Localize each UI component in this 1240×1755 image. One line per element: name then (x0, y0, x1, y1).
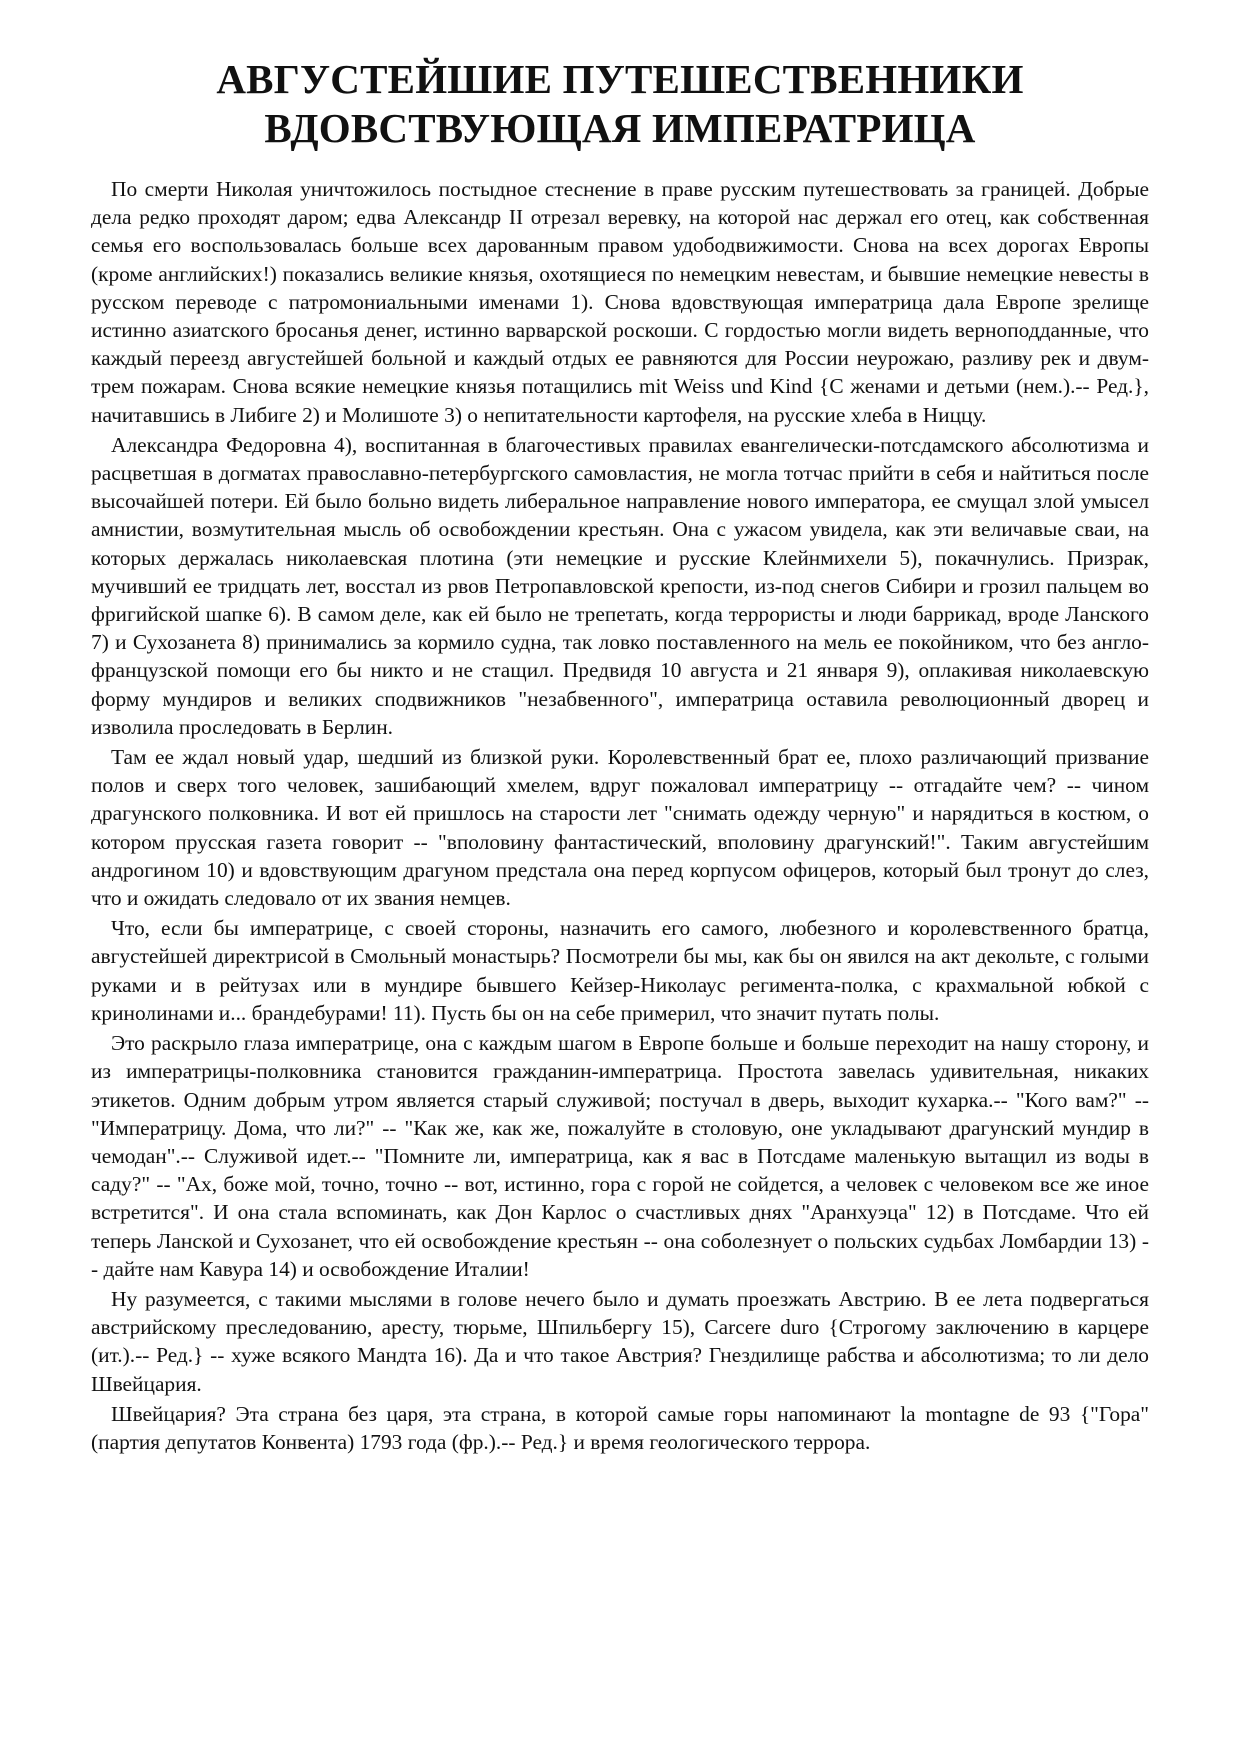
document-body (91, 175, 1149, 1456)
paragraph: По смерти Николая уничтожилось постыдное стеснение в праве русским путешествовать за границей. Добрые дела редко проходят даром; едва Александр II отрезал веревку, на которой нас держал его отец, как собственная семья его воспользовалась больше всех дарованным правом удободвижимости. Снова на всех дорогах Европы (кроме английских!) показались великие князья, охотящиеся по немецким невестам, и бывшие немецкие невесты в русском переводе с патромониальными именами 1). Снова вдовствующая императрица дала Европе зрелище истинно азиатского бросанья денег, истинно варварской роскоши. С гордостью могли видеть верноподданные, что каждый переезд августейшей больной и каждый отдых ее равняются для России неурожаю, разливу рек и двум-трем пожарам. Снова всякие немецкие князья потащились mit Weiss und Kind {С женами и детьми (нем.).-- Ред.}, начитавшись в Либиге 2) и Молишоте 3) о непитательности картофеля, на русские хлеба в Ниццу. (91, 177, 1149, 427)
paragraph: Александра Федоровна 4), воспитанная в благочестивых правилах евангелически-потсдамского абсолютизма и расцветшая в догматах православно-петербургского самовластия, не могла тотчас прийти в себя и найтиться после высочайшей потери. Ей было больно видеть либеральное направление нового императора, ее смущал злой умысел амнистии, возмутительная мысль об освобождении крестьян. Она с ужасом увидела, как эти величавые сваи, на которых держалась николаевская плотина (эти немецкие и русские Клейнмихели 5), покачнулись. Призрак, мучивший ее тридцать лет, восстал из рвов Петропавловской крепости, из-под снегов Сибири и грозил пальцем во фригийской шапке 6). В самом деле, как ей было не трепетать, когда террористы и люди баррикад, вроде Ланского 7) и Сухозанета 8) принимались за кормило судна, так ловко поставленного на мель ее покойником, что без англо-французской помощи его бы никто и не стащил. Предвидя 10 августа и 21 января 9), оплакивая николаевскую форму мундиров и великих сподвижников "незабвенного", императрица оставила революционный дворец и изволила проследовать в Берлин. (91, 432, 1149, 739)
document-title (91, 55, 1149, 153)
paragraph: Ну разумеется, с такими мыслями в голове нечего было и думать проезжать Австрию. В ее лета подвергаться австрийскому преследованию, аресту, тюрьме, Шпильбергу 15), Carcere duro {Строгому заключению в карцере (ит.).-- Ред.} -- хуже всякого Мандта 16). Да и что такое Австрия? Гнездилище рабства и абсолютизма; то ли дело Швейцария. (91, 1286, 1149, 1396)
title-line-1: АВГУСТЕЙШИЕ ПУТЕШЕСТВЕННИКИ (216, 56, 1024, 102)
paragraph: Там ее ждал новый удар, шедший из близкой руки. Королевственный брат ее, плохо различающий призвание полов и сверх того человек, зашибающий хмелем, вдруг пожаловал императрицу -- отгадайте чем? -- чином драгунского полковника. И вот ей пришлось на старости лет "снимать одежду черную" и нарядиться в костюм, о котором прусская газета говорит -- "вполовину фантастический, вполовину драгунский!". Таким августейшим андрогином 10) и вдовствующим драгуном предстала она перед корпусом офицеров, который был тронут до слез, что и ожидать следовало от их звания немцев. (91, 745, 1149, 911)
paragraph: Что, если бы императрице, с своей стороны, назначить его самого, любезного и королевственного братца, августейшей директрисой в Смольный монастырь? Посмотрели бы мы, как бы он явился на акт декольте, с голыми руками и в рейтузах или в мундире бывшего Кейзер-Николаус регимента-полка, с крахмальной юбкой с кринолинами и... брандебурами! 11). Пусть бы он на себе примерил, что значит путать полы. (91, 916, 1149, 1025)
title-line-2: ВДОВСТВУЮЩАЯ ИМПЕРАТРИЦА (264, 105, 976, 151)
paragraph: Это раскрыло глаза императрице, она с каждым шагом в Европе больше и больше переходит на нашу сторону, и из императрицы-полковника становится гражданин-императрица. Простота завелась удивительная, никаких этикетов. Одним добрым утром является старый служивой; постучал в дверь, выходит кухарка.-- "Кого вам?" -- "Императрицу. Дома, что ли?" -- "Как же, как же, пожалуйте в столовую, оне укладывают драгунский мундир в чемодан".-- Служивой идет.-- "Помните ли, императрица, как я вас в Потсдаме маленькую вытащил из воды в саду?" -- "Ах, боже мой, точно, точно -- вот, истинно, гора с горой не сойдется, а человек с человеком все же иное встретится". И она стала вспоминать, как Дон Карлос о счастливых днях "Аранхуэца" 12) в Потсдаме. Что ей теперь Ланской и Сухозанет, что ей освобождение крестьян -- она соболезнует о польских судьбах Ломбардии 13) -- дайте нам Кавура 14) и освобождение Италии! (91, 1031, 1149, 1281)
paragraph: Швейцария? Эта страна без царя, эта страна, в которой самые горы напоминают la montagne de 93 {"Гора" (партия депутатов Конвента) 1793 года (фр.).-- Ред.} и время геологического террора. (91, 1401, 1149, 1454)
